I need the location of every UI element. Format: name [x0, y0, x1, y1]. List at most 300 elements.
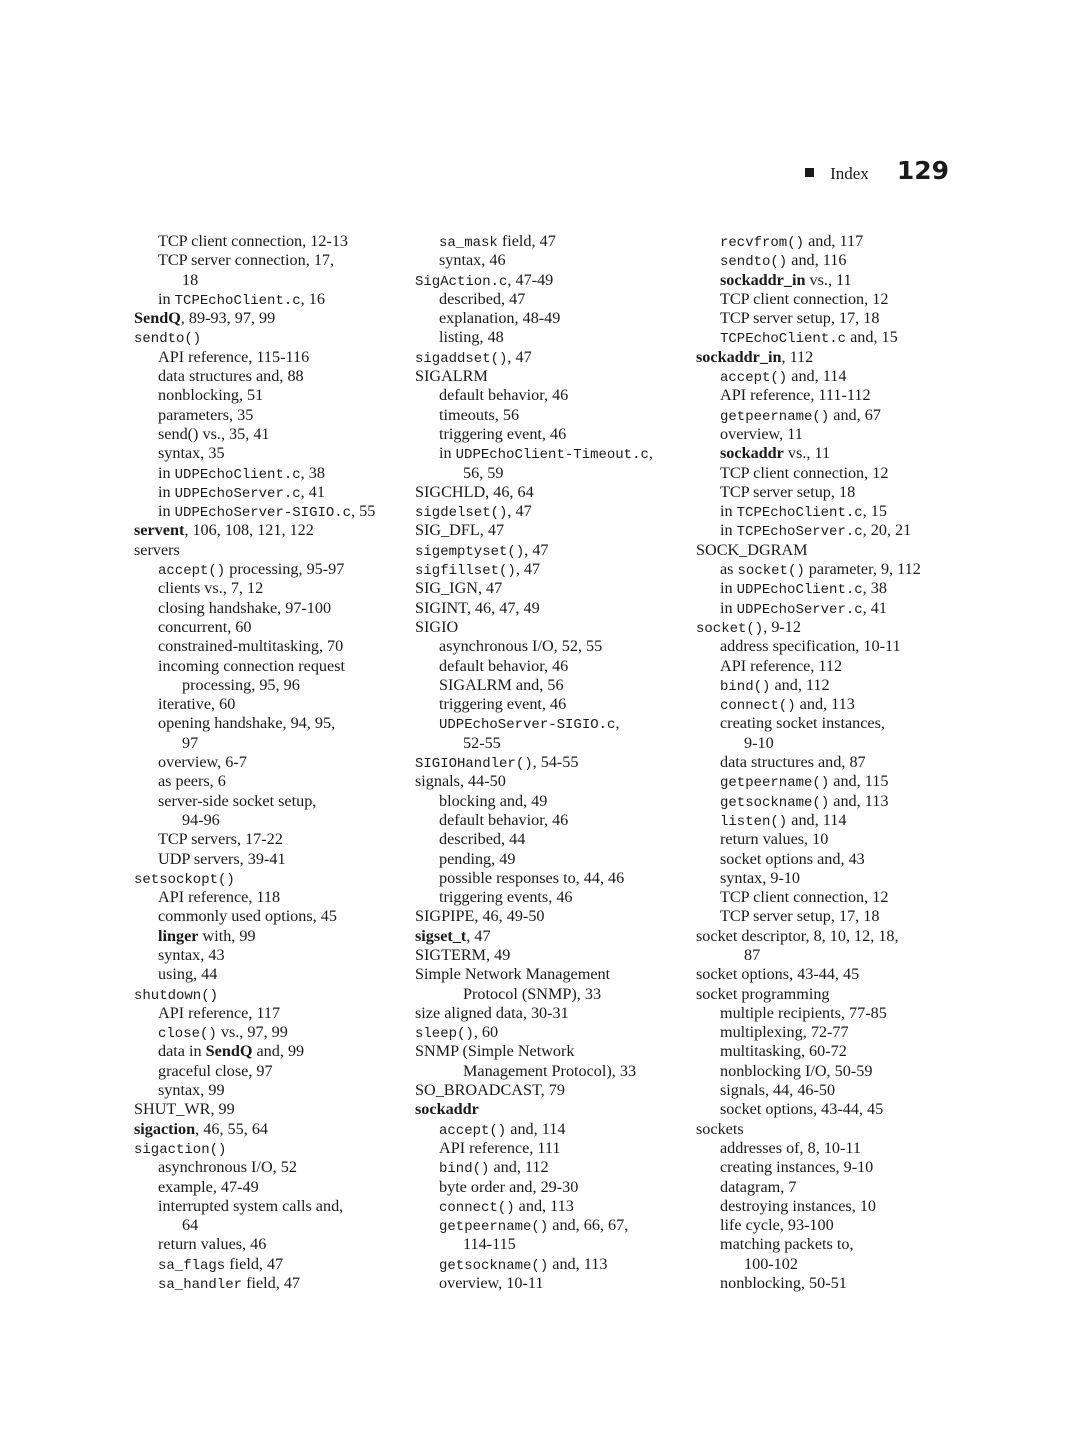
index-text: overview, 6-7 [158, 753, 247, 772]
index-text: in [158, 482, 175, 501]
index-entry [415, 271, 690, 290]
index-text: getpeername() [720, 775, 830, 792]
index-subentry [134, 290, 409, 309]
index-text: TCP client connection, 12-13 [158, 232, 349, 250]
index-text: , 9-12 [763, 617, 801, 636]
index-text: and, 113 [514, 1196, 574, 1215]
index-entry [134, 328, 409, 347]
index-text: SIGINT, 46, 47, 49 [415, 598, 540, 617]
index-text: parameters, 35 [158, 405, 254, 424]
index-text: SOCK_DGRAM [696, 540, 808, 559]
index-text: socket options, 43-44, 45 [696, 965, 860, 984]
index-text: close() [158, 1026, 217, 1043]
index-subentry [696, 1274, 971, 1293]
index-entry [415, 483, 690, 502]
index-subentry [696, 888, 971, 907]
index-text: default behavior, 46 [439, 656, 569, 675]
index-subentry [134, 1081, 409, 1100]
index-text: processing, 95, 96 [182, 675, 300, 694]
index-text: sigaction [134, 1119, 196, 1138]
index-subentry [696, 560, 971, 579]
index-subentry [415, 850, 690, 869]
index-text: getpeername() [439, 1219, 549, 1236]
index-subentry [415, 657, 690, 676]
index-subentry [696, 850, 971, 869]
index-entry [415, 1042, 690, 1061]
index-subentry [696, 464, 971, 483]
index-text: servers [134, 540, 180, 559]
index-subentry [696, 444, 971, 463]
index-text: syntax, 35 [158, 444, 225, 463]
index-text: triggering event, 46 [439, 695, 567, 714]
index-text: TCP server setup, 17, 18 [720, 907, 880, 926]
index-text: sigdelset() [415, 505, 508, 522]
index-text: and, 66, 67, [548, 1216, 629, 1235]
index-text: SIGPIPE, 46, 49-50 [415, 907, 545, 926]
index-entry [415, 1081, 690, 1100]
index-text: signals, 44-50 [415, 772, 506, 791]
index-subentry [134, 232, 409, 251]
index-text: and, 112 [489, 1158, 549, 1177]
index-text: example, 47-49 [158, 1177, 259, 1196]
running-header [805, 156, 949, 185]
index-subentry [415, 251, 690, 270]
index-text: default behavior, 46 [439, 386, 569, 405]
index-text: SIG_DFL, 47 [415, 521, 505, 540]
index-text: field, 47 [497, 232, 556, 250]
index-text: 9-10 [744, 733, 774, 752]
index-text: matching packets to, [720, 1235, 854, 1254]
index-subentry [696, 599, 971, 618]
index-text: , 47 [515, 560, 541, 579]
index-text: Simple Network Management [415, 965, 611, 984]
index-subentry [696, 232, 971, 251]
index-subentry [134, 367, 409, 386]
index-subentry [415, 734, 690, 753]
index-text: processing, 95-97 [225, 560, 345, 579]
index-subentry [696, 271, 971, 290]
index-subentry [415, 232, 690, 251]
index-text: SIGIO [415, 617, 459, 636]
index-subentry [134, 1062, 409, 1081]
index-text: , 47 [507, 347, 532, 366]
index-entry [415, 541, 690, 560]
index-subentry [415, 811, 690, 830]
index-entry [415, 579, 690, 598]
index-text: socket programming [696, 984, 830, 1003]
index-subentry [415, 1255, 690, 1274]
index-text: creating socket instances, [720, 714, 885, 733]
index-subentry [134, 1216, 409, 1235]
index-subentry [134, 734, 409, 753]
index-text: triggering events, 46 [439, 888, 573, 907]
index-text: TCPEchoClient.c [720, 331, 847, 348]
index-text: pending, 49 [439, 849, 516, 868]
index-text: UDPEchoServer-SIGIO.c [174, 505, 352, 522]
index-text: , [648, 444, 653, 463]
index-text: clients vs., 7, 12 [158, 579, 264, 598]
index-text: timeouts, 56 [439, 405, 520, 424]
index-text: SendQ [134, 309, 181, 328]
index-entry [415, 599, 690, 618]
index-subentry [134, 1255, 409, 1274]
index-text: sockaddr [415, 1100, 479, 1119]
index-text: , 89-93, 97, 99 [180, 309, 276, 328]
index-text: , [615, 714, 620, 733]
index-text: and, 115 [829, 772, 889, 791]
index-subentry [696, 1255, 971, 1274]
index-entry [696, 618, 971, 637]
index-subentry [696, 521, 971, 540]
index-entry [134, 985, 409, 1004]
index-subentry [134, 657, 409, 676]
index-subentry [415, 1178, 690, 1197]
index-text: , 112 [781, 347, 814, 366]
index-subentry [696, 1235, 971, 1254]
index-subentry [696, 483, 971, 502]
index-text: API reference, 112 [720, 656, 843, 675]
index-subentry [696, 734, 971, 753]
index-subentry [134, 850, 409, 869]
index-text: setsockopt() [134, 871, 235, 888]
index-text: Protocol (SNMP), 33 [463, 984, 602, 1003]
index-text: linger [158, 926, 199, 945]
index-subentry [134, 1158, 409, 1177]
index-text: interrupted system calls and, [158, 1196, 344, 1215]
index-entry [415, 965, 690, 984]
index-subentry [415, 309, 690, 328]
index-subentry [415, 1274, 690, 1293]
index-subentry [696, 830, 971, 849]
index-subentry [696, 676, 971, 695]
index-subentry [696, 753, 971, 772]
index-subentry [134, 579, 409, 598]
index-entry [134, 1120, 409, 1139]
index-text: bind() [720, 678, 771, 695]
index-subentry [415, 695, 690, 714]
index-entry [415, 367, 690, 386]
index-text: sockaddr_in [720, 270, 806, 289]
index-text: multiplexing, 72-77 [720, 1023, 849, 1042]
index-column-2 [415, 232, 690, 1293]
index-text: iterative, 60 [158, 695, 236, 714]
index-entry [134, 521, 409, 540]
index-subentry [696, 425, 971, 444]
index-text: destroying instances, 10 [720, 1196, 877, 1215]
index-text: commonly used options, 45 [158, 907, 337, 926]
index-text: in [158, 463, 175, 482]
index-text: sa_flags [158, 1257, 226, 1274]
index-subentry [134, 888, 409, 907]
index-entry [415, 502, 690, 521]
index-subentry [415, 676, 690, 695]
index-subentry [696, 1081, 971, 1100]
index-text: described, 47 [439, 289, 526, 308]
index-subentry [134, 618, 409, 637]
index-text: nonblocking, 50-51 [720, 1274, 847, 1293]
index-subentry [415, 328, 690, 347]
index-subentry [134, 811, 409, 830]
index-text: datagram, 7 [720, 1177, 797, 1196]
index-subentry [696, 637, 971, 656]
index-text: shutdown() [134, 987, 219, 1004]
index-text: socket descriptor, 8, 10, 12, 18, [696, 926, 899, 945]
index-subentry [415, 290, 690, 309]
index-text: , 106, 108, 121, 122 [184, 521, 314, 540]
index-text: 56, 59 [463, 463, 504, 482]
index-subentry [696, 792, 971, 811]
index-text: listing, 48 [439, 328, 504, 347]
index-subentry [134, 599, 409, 618]
index-text: with, 99 [198, 926, 256, 945]
index-column-3 [696, 232, 971, 1293]
index-subentry [696, 1004, 971, 1023]
index-text: getsockname() [439, 1257, 549, 1274]
index-text: socket() [696, 620, 764, 637]
index-text: data structures and, 88 [158, 367, 304, 386]
index-text: , 46, 55, 64 [195, 1119, 268, 1138]
index-text: TCP client connection, 12 [720, 289, 889, 308]
index-text: UDPEchoServer.c [736, 601, 863, 618]
index-text: creating instances, 9-10 [720, 1158, 874, 1177]
index-text: accept() [158, 563, 226, 580]
index-subentry [134, 695, 409, 714]
index-text: graceful close, 97 [158, 1061, 273, 1080]
index-text: data structures and, 87 [720, 753, 866, 772]
section-title: Index [830, 164, 869, 183]
index-subentry [696, 657, 971, 676]
index-subentry [415, 714, 690, 733]
index-entry [415, 618, 690, 637]
index-subentry [415, 1139, 690, 1158]
index-subentry [696, 1216, 971, 1235]
index-entry [696, 1120, 971, 1139]
index-text: 18 [182, 270, 199, 289]
index-text: addresses of, 8, 10-11 [720, 1138, 862, 1157]
index-text: possible responses to, 44, 46 [439, 868, 625, 887]
index-text: 100-102 [744, 1254, 798, 1273]
index-subentry [696, 772, 971, 791]
index-text: UDPEchoServer.c [174, 485, 301, 502]
index-subentry [696, 1100, 971, 1119]
index-subentry [696, 579, 971, 598]
index-text: in [439, 444, 456, 463]
index-subentry [134, 502, 409, 521]
index-subentry [415, 386, 690, 405]
index-subentry [415, 464, 690, 483]
index-text: SIGALRM [415, 367, 488, 386]
index-text: life cycle, 93-100 [720, 1216, 834, 1235]
index-text: , 60 [473, 1023, 499, 1042]
index-subentry [134, 946, 409, 965]
index-text: API reference, 111-112 [720, 386, 871, 405]
index-text: TCPEchoClient.c [736, 505, 863, 522]
index-subentry [134, 714, 409, 733]
index-text: recvfrom() [720, 235, 805, 251]
index-text: connect() [720, 698, 796, 715]
index-subentry [134, 907, 409, 926]
index-text: and, 15 [846, 328, 898, 347]
index-text: , 54-55 [532, 753, 579, 772]
index-entry [415, 1100, 690, 1119]
index-text: UDP servers, 39-41 [158, 849, 286, 868]
index-subentry [696, 907, 971, 926]
index-text: , 47 [507, 502, 532, 521]
index-text: , 55 [351, 502, 376, 521]
index-text: constrained-multitasking, 70 [158, 637, 344, 656]
index-subentry [134, 1235, 409, 1254]
index-text: sa_mask [439, 235, 498, 251]
index-entry [696, 985, 971, 1004]
index-entry [134, 1100, 409, 1119]
index-entry [696, 965, 971, 984]
index-subentry [696, 714, 971, 733]
bullet-square-icon [805, 168, 814, 177]
index-subentry [415, 792, 690, 811]
index-subentry [696, 1178, 971, 1197]
index-text: SigAction.c [415, 273, 508, 290]
index-text: socket() [737, 563, 805, 580]
index-text: , 41 [300, 482, 325, 501]
index-entry [415, 927, 690, 946]
index-text: sigaction() [134, 1141, 227, 1158]
index-text: , 20, 21 [862, 521, 912, 540]
index-subentry [134, 348, 409, 367]
index-text: and, 117 [804, 232, 864, 250]
index-entry [415, 521, 690, 540]
index-text: SNMP (Simple Network [415, 1042, 575, 1061]
index-text: SIG_IGN, 47 [415, 579, 503, 598]
index-text: nonblocking I/O, 50-59 [720, 1061, 873, 1080]
index-subentry [134, 927, 409, 946]
index-subentry [415, 1158, 690, 1177]
index-text: as peers, 6 [158, 772, 226, 791]
index-entry [134, 309, 409, 328]
index-text: SIGCHLD, 46, 64 [415, 482, 534, 501]
index-text: API reference, 115-116 [158, 347, 310, 366]
index-text: sleep() [415, 1026, 474, 1043]
index-entry [134, 541, 409, 560]
index-text: TCP server setup, 17, 18 [720, 309, 880, 328]
index-text: overview, 11 [720, 424, 803, 443]
index-subentry [415, 1235, 690, 1254]
index-text: vs., 97, 99 [216, 1023, 288, 1042]
index-subentry [696, 386, 971, 405]
index-text: SIGALRM and, 56 [439, 675, 564, 694]
index-subentry [696, 1042, 971, 1061]
index-text: asynchronous I/O, 52, 55 [439, 637, 603, 656]
index-text: byte order and, 29-30 [439, 1177, 579, 1196]
index-subentry [134, 965, 409, 984]
index-text: TCP server setup, 18 [720, 482, 856, 501]
index-entry [696, 348, 971, 367]
index-subentry [134, 444, 409, 463]
index-text: incoming connection request [158, 656, 346, 675]
index-text: 64 [182, 1216, 199, 1235]
index-text: vs., 11 [783, 444, 831, 463]
index-entry [696, 541, 971, 560]
index-text: SIGTERM, 49 [415, 945, 511, 964]
index-entry [415, 946, 690, 965]
index-entry [415, 753, 690, 772]
index-text: UDPEchoServer-SIGIO.c [439, 717, 616, 734]
index-subentry [696, 1023, 971, 1042]
index-subentry [696, 1197, 971, 1216]
index-subentry [134, 425, 409, 444]
index-text: , 38 [300, 463, 325, 482]
index-text: triggering event, 46 [439, 424, 567, 443]
index-subentry [134, 1197, 409, 1216]
index-text: connect() [439, 1199, 515, 1216]
index-entry [415, 348, 690, 367]
index-text: and, 99 [252, 1042, 305, 1061]
index-text: TCP client connection, 12 [720, 463, 889, 482]
index-text: Management Protocol), 33 [463, 1061, 637, 1080]
index-column-1 [134, 232, 409, 1293]
index-entry [415, 772, 690, 791]
index-subentry [696, 811, 971, 830]
index-text: syntax, 43 [158, 945, 225, 964]
index-subentry [415, 637, 690, 656]
index-subentry [134, 637, 409, 656]
index-text: sockaddr [720, 444, 784, 463]
index-subentry [134, 1042, 409, 1061]
index-subentry [415, 1062, 690, 1081]
index-text: listen() [720, 813, 788, 830]
index-text: 97 [182, 733, 199, 752]
index-subentry [134, 464, 409, 483]
index-entry [134, 1139, 409, 1158]
index-text: getpeername() [720, 408, 830, 425]
index-subentry [415, 425, 690, 444]
index-text: and, 67 [829, 405, 881, 424]
index-text: accept() [720, 370, 788, 387]
index-text: return values, 46 [158, 1235, 267, 1254]
index-text: sigaddset() [415, 350, 508, 367]
index-text: sigemptyset() [415, 543, 525, 560]
index-subentry [134, 406, 409, 425]
index-text: TCP client connection, 12 [720, 888, 889, 907]
index-subentry [134, 1274, 409, 1293]
index-subentry [415, 830, 690, 849]
index-text: 87 [744, 945, 761, 964]
index-text: overview, 10-11 [439, 1274, 544, 1293]
index-subentry [415, 869, 690, 888]
index-text: address specification, 10-11 [720, 637, 901, 656]
index-text: SO_BROADCAST, 79 [415, 1081, 565, 1100]
index-subentry [415, 985, 690, 1004]
index-subentry [696, 1139, 971, 1158]
index-subentry [134, 753, 409, 772]
index-text: in [720, 502, 737, 521]
index-text: and, 113 [548, 1254, 608, 1273]
index-text: in [158, 502, 175, 521]
index-subentry [134, 830, 409, 849]
index-subentry [134, 1178, 409, 1197]
index-text: syntax, 9-10 [720, 868, 801, 887]
index-text: field, 47 [225, 1254, 284, 1273]
index-text: and, 113 [795, 695, 855, 714]
index-subentry [696, 502, 971, 521]
index-text: data in [158, 1042, 206, 1061]
index-text: in [720, 521, 737, 540]
index-subentry [415, 1197, 690, 1216]
index-text: and, 114 [787, 367, 847, 386]
index-text: bind() [439, 1161, 490, 1178]
index-text: and, 113 [829, 791, 889, 810]
index-text: socket options, 43-44, 45 [720, 1100, 884, 1119]
index-text: TCP servers, 17-22 [158, 830, 283, 849]
